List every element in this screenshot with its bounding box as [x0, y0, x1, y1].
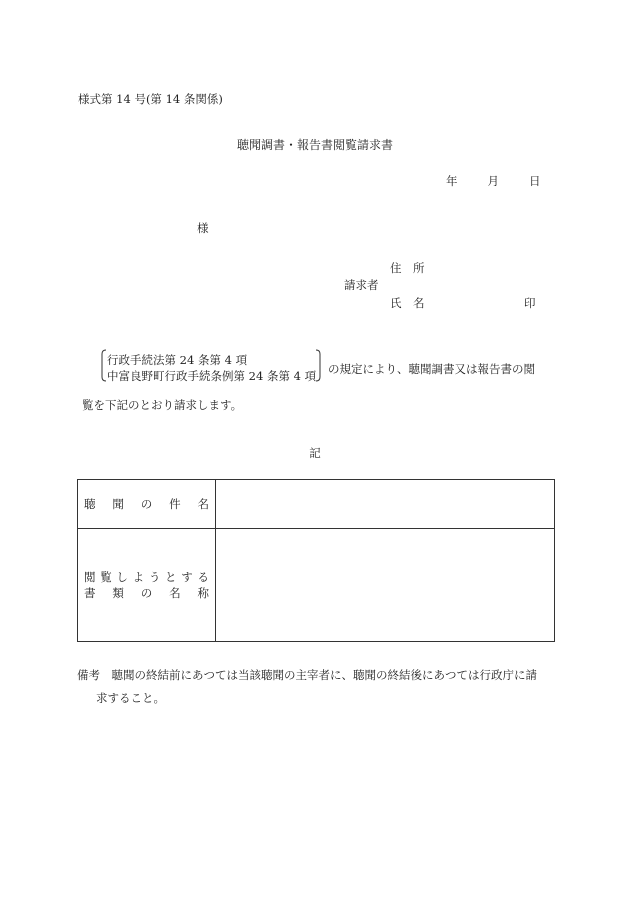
address-label: 住 所 [390, 261, 425, 275]
document-name-label-line1 [78, 569, 215, 585]
table-row [78, 480, 555, 529]
label-char: 名 [169, 586, 181, 600]
label-char: の [140, 586, 153, 600]
form-number: 様式第 14 号(第 14 条関係) [78, 92, 223, 106]
row2-label-cell [78, 529, 216, 642]
label-char: 名 [197, 497, 209, 511]
law-option-2: 中富良野町行政手続条例第 24 条第 4 項 [107, 369, 317, 383]
law-option-1: 行政手続法第 24 条第 4 項 [107, 353, 248, 367]
label-char: 件 [169, 497, 181, 511]
document-name-field[interactable] [216, 529, 555, 642]
date-month: 月 [487, 174, 499, 188]
row1-label-cell [78, 480, 216, 529]
remarks-line-1: 備考 聴聞の終結前にあつては当該聴聞の主宰者に、聴聞の終結後にあつては行政庁に請 [77, 668, 537, 682]
label-char: 覧 [100, 570, 112, 584]
label-char: 称 [197, 586, 209, 600]
label-char: う [148, 570, 161, 584]
label-char: 聞 [112, 497, 124, 511]
label-char: す [181, 570, 193, 584]
label-char: 書 [84, 586, 96, 600]
label-char: 聴 [84, 497, 96, 511]
name-label: 氏 名 [390, 296, 425, 310]
label-char: と [165, 570, 177, 584]
label-char: し [116, 570, 128, 584]
seal-label: 印 [524, 296, 536, 310]
addressee-suffix: 様 [197, 221, 209, 235]
request-table [77, 479, 555, 642]
hearing-subject-field[interactable] [216, 480, 555, 529]
remarks-line-2: 求すること。 [96, 691, 165, 705]
body-text-line-1: の規定により、聴聞調書又は報告書の閲 [328, 362, 535, 376]
table-row [78, 529, 555, 642]
label-char: の [140, 497, 153, 511]
requester-label: 請求者 [344, 278, 379, 292]
document-title: 聴聞調書・報告書閲覧請求書 [236, 138, 393, 152]
date-year: 年 [446, 174, 458, 188]
label-char: る [197, 570, 209, 584]
body-text-line-2: 覧を下記のとおり請求します。 [82, 398, 243, 412]
ki-heading: 記 [309, 446, 321, 460]
label-char: 類 [112, 586, 124, 600]
date-day: 日 [529, 174, 541, 188]
label-char: よ [132, 570, 145, 584]
hearing-subject-label [78, 496, 215, 512]
label-char: 閲 [84, 570, 96, 584]
document-name-label-line2 [78, 585, 215, 601]
date-line [446, 173, 541, 189]
